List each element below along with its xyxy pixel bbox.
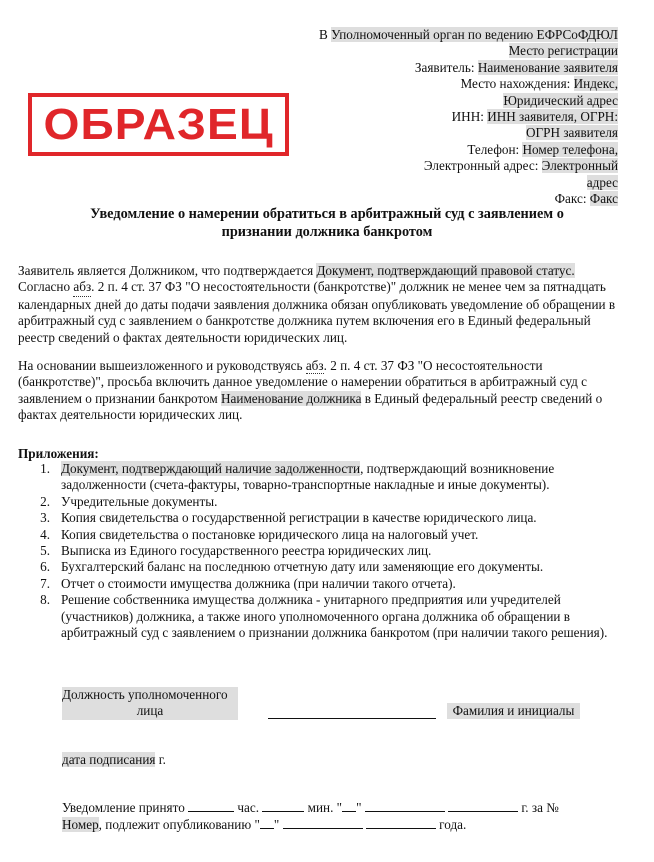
p2-text-b: . 2 п. 4 ст. 37 ФЗ "О несостоятельности (банкротстве)", просьба включить данное уведомление о намерении обратиться в арбитражный суд с заявлением о признании банкротом [18, 358, 588, 406]
header-line-value: адрес [586, 174, 618, 190]
signatory-position-line1: Должность уполномоченного [62, 687, 238, 703]
header-line-value: Индекс, [573, 76, 618, 92]
header-line-label: Электронный адрес: [423, 158, 542, 174]
blank-year [448, 799, 518, 812]
attachment-number: 7. [40, 575, 50, 591]
p1-text-a: Заявитель является Должником, что подтверждается [18, 263, 317, 278]
attachment-text: Копия свидетельства о государственной регистрации в качестве юридического лица. [61, 510, 537, 526]
p2-text-c: в Единый федеральный реестр сведений о фактах деятельности юридических лиц. [18, 390, 603, 423]
header-line-label: Факс: [554, 191, 590, 207]
paragraph-statement [18, 263, 626, 346]
attachment-debt-document-placeholder: Документ, подтверждающий наличие задолженности [61, 461, 361, 476]
blank-hours [188, 799, 234, 812]
blank-day [342, 799, 356, 812]
sample-stamp-text: ОБРАЗЕЦ [43, 99, 274, 149]
notice-text: г. за № [518, 800, 559, 815]
sender-header-block [288, 27, 618, 207]
p1-document-placeholder: Документ, подтверждающий правовой статус. [316, 263, 575, 278]
header-line-value: ИНН заявителя, ОГРН: [487, 109, 618, 125]
sample-stamp [28, 93, 289, 156]
header-line [288, 158, 618, 174]
attachment-item [30, 592, 620, 641]
header-line-value: Факс [589, 191, 618, 207]
attachment-item [30, 559, 620, 575]
attachment-number: 1. [40, 461, 50, 476]
header-line-value: Уполномоченный орган по ведению ЕФРСоФДЮЛ [331, 27, 618, 42]
header-line [288, 27, 618, 43]
signature-line [268, 705, 436, 719]
header-line [288, 76, 618, 92]
notice-text: час. [234, 800, 263, 815]
header-line-value: Место регистрации [508, 43, 618, 59]
header-line-label: В [318, 27, 332, 42]
header-line-value: Наименование заявителя [477, 59, 618, 75]
header-line [288, 142, 618, 158]
attachment-item [30, 510, 620, 526]
notice-line1 [62, 799, 622, 816]
header-line-label: Место нахождения: [460, 76, 574, 92]
blank-minutes [262, 799, 304, 812]
p2-abz: абз [305, 358, 324, 373]
header-line-value: ОГРН заявителя [526, 125, 618, 141]
attachment-item [30, 576, 620, 592]
attachment-text: Копия свидетельства о постановке юридического лица на налоговый учет. [61, 526, 479, 542]
notice-text: года. [435, 817, 467, 833]
header-line [288, 43, 618, 59]
header-line [288, 191, 618, 207]
notice-text: " [356, 800, 365, 815]
header-line-label: Телефон: [467, 141, 523, 157]
attachment-item [30, 494, 620, 510]
signing-date-suffix: г. [155, 752, 166, 767]
notice-text: " [273, 817, 283, 833]
notice-number-placeholder: Номер [62, 817, 99, 833]
blank-pub-month [283, 816, 363, 829]
document-title-line1: Уведомление о намерении обратиться в арбитражный суд с заявлением о [90, 206, 564, 222]
signing-date-placeholder: дата подписания [62, 752, 156, 767]
registration-notice [62, 799, 622, 834]
signatory-name-field: Фамилия и инициалы [447, 703, 580, 719]
notice-text: мин. " [304, 800, 343, 815]
attachment-number: 8. [40, 592, 50, 608]
header-line [288, 93, 618, 109]
blank-pub-year [366, 816, 436, 829]
attachment-item [30, 461, 620, 494]
header-line [288, 60, 618, 76]
attachment-number: 5. [40, 543, 50, 559]
attachment-item [30, 527, 620, 543]
signing-date [62, 752, 166, 768]
document-title [20, 206, 634, 241]
header-line-label: Заявитель: [414, 59, 478, 75]
attachment-text: , подтверждающий возникновение задолженности (счета-фактуры, товарно-транспортные накладные и иные документы). [61, 461, 555, 493]
notice-text: , подлежит опубликованию " [98, 817, 260, 833]
header-line-value: Электронный [541, 158, 618, 174]
attachment-text: Выписка из Единого государственного реестра юридических лиц. [61, 543, 432, 559]
attachment-text: Учредительные документы. [61, 493, 218, 509]
notice-line2 [62, 816, 622, 833]
p1-text-b2: . 2 п. 4 ст. 37 ФЗ "О несостоятельности (банкротстве)" должник не менее чем за пятнадцать календарных дней до даты подачи заявления должника обязан опубликовать уведомление об обращении в арбитражный суд с заявлением о банкротстве должника путем включения его в Единый федеральный реестр сведений о фактах деятельности юридических лиц. [18, 279, 616, 345]
notice-text: Уведомление принято [62, 800, 189, 815]
header-line [288, 109, 618, 125]
header-line-value: Номер телефона, [522, 141, 618, 157]
attachment-number: 6. [40, 559, 50, 575]
attachment-text: Бухгалтерский баланс на последнюю отчетную дату или заменяющие его документы. [61, 559, 544, 575]
attachment-number: 4. [40, 526, 50, 542]
attachments-heading: Приложения: [18, 446, 99, 461]
p2-debtor-name-placeholder: Наименование должника [221, 390, 362, 406]
signatory-position-field [62, 687, 238, 720]
document-title-line2: признании должника банкротом [221, 223, 433, 240]
p1-abz: абз [73, 279, 91, 296]
blank-pub-day [260, 816, 274, 829]
header-line [288, 175, 618, 191]
blank-month [365, 799, 445, 812]
attachment-text: Отчет о стоимости имущества должника (при наличии такого отчета). [61, 575, 456, 591]
attachment-number: 2. [40, 493, 50, 509]
p1-text-b1: Согласно [18, 279, 74, 295]
header-line [288, 125, 618, 141]
p2-text-a: На основании вышеизложенного и руководствуясь [18, 358, 306, 373]
paragraph-request [18, 358, 626, 424]
attachment-text: Решение собственника имущества должника - унитарного предприятия или учредителей (участников) должника, а также иного уполномоченного органа должника об обращении в арбитражный суд с заявлением о признании должника банкротом (при наличии такого решения). [61, 592, 608, 641]
header-line-label: ИНН: [451, 109, 488, 125]
header-line-value: Юридический адрес [503, 92, 618, 108]
signatory-position-line2: лица [62, 703, 238, 719]
attachment-number: 3. [40, 510, 50, 526]
attachment-item [30, 543, 620, 559]
attachments-list [30, 461, 620, 641]
